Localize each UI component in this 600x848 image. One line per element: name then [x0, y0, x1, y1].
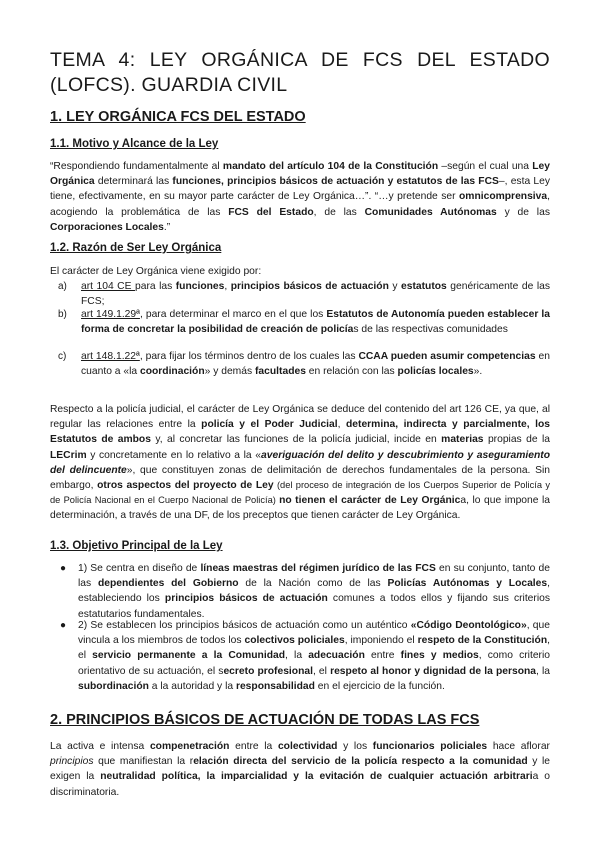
subsection-heading-1-2: 1.2. Razón de Ser Ley Orgánica [50, 242, 222, 254]
paragraph-motivo: “Respondiendo fundamentalmente al mandato del artículo 104 de la Constitución –según el cual una Ley Orgánica determinará las funciones, principios básicos de actuación y estatutos de las FCS–, esta Ley tiene, efectivamente, en su mayor parte carácter de Ley Orgánica…”. “…y pretende ser omnicomprensiva, acogiendo la problemática de las FCS del Estado, de las Comunidades Autónomas y de las Corporaciones Locales.” [50, 161, 551, 233]
list-marker: c) [58, 351, 67, 362]
list-item: c) art 148.1.22ª, para fijar los términos dentro de los cuales las CCAA pueden asumir competencias en cuanto a «la coordinación» y demás facultades en relación con las policías locales». [58, 351, 550, 378]
subsection-heading-1-3: 1.3. Objetivo Principal de la Ley [50, 540, 223, 552]
list-marker: a) [58, 281, 67, 292]
section-heading-1: 1. LEY ORGÁNICA FCS DEL ESTADO [50, 109, 306, 125]
list-item: b) art 149.1.29ª, para determinar el marco en el que los Estatutos de Autonomía pueden establecer la forma de concretar la posibilidad de creación de policías de las respectivas comunidades [58, 309, 550, 336]
section-heading-2: 2. PRINCIPIOS BÁSICOS DE ACTUACIÓN DE TODAS LAS FCS [50, 712, 480, 728]
subsection-heading-1-1: 1.1. Motivo y Alcance de la Ley [50, 138, 219, 150]
paragraph-principios: La activa e intensa compenetración entre la colectividad y los funcionarios policiales hace aflorar principios que manifiestan la relación directa del servicio de la policía respecto a la comunidad y le exigen la neutralidad política, la imparcialidad y la evitación de cualquier actuación arbitraria o discriminatoria. [50, 741, 550, 798]
page-title: TEMA 4: LEY ORGÁNICA DE FCS DEL ESTADO (LOFCS). GUARDIA CIVIL [50, 49, 550, 96]
list-marker: b) [58, 309, 67, 320]
bullet-item: ● 1) Se centra en diseño de líneas maestras del régimen jurídico de las FCS en su conjunto, tanto de las dependientes del Gobierno de la Nación como de las Policías Autónomas y Locales, estableciendo los principios básicos de actuación comunes a todos ellos y fijando sus criterios estatutarios fundamentales. [60, 563, 551, 620]
bullet-item: ● 2) Se establecen los principios básicos de actuación como un auténtico «Código Deontológico», que vincula a los miembros de todos los colectivos policiales, imponiendo el respeto de la Constitución, el servicio permanente a la Comunidad, la adecuación entre fines y medios, como criterio orientativo de su actuación, el secreto profesional, el respeto al honor y dignidad de la persona, la subordinación a la autoridad y la responsabilidad en el ejercicio de la función. [60, 620, 550, 692]
bullet-icon: ● [60, 563, 67, 574]
list-item: a) art 104 CE para las funciones, principios básicos de actuación y estatutos genéricamente de las FCS; [58, 281, 550, 308]
paragraph-intro-razon: El carácter de Ley Orgánica viene exigido por: [50, 266, 262, 277]
bullet-icon: ● [60, 620, 67, 631]
paragraph-policia-judicial: Respecto a la policía judicial, el carácter de Ley Orgánica se deduce del contenido del art 126 CE, ya que, al regular las relaciones entre la policía y el Poder Judicial, determina, indirecta y parcialmente, los Estatutos de ambos y, al concretar las funciones de la policía judicial, incide en materias propias de la LECrim y concretamente en lo relativo a la «averiguación del delito y descubrimiento y aseguramiento del delincuente», que constituyen zonas de delimitación de derechos fundamentales de la persona. Sin embargo, otros aspectos del proyecto de Ley (del proceso de integración de los Cuerpos Superior de Policía y de Policía Nacional en el Cuerpo Nacional de Policía) no tienen el carácter de Ley Orgánica, lo que impone la determinación, a través de una DF, de los preceptos que tienen carácter de Ley Orgánica. [50, 404, 551, 522]
